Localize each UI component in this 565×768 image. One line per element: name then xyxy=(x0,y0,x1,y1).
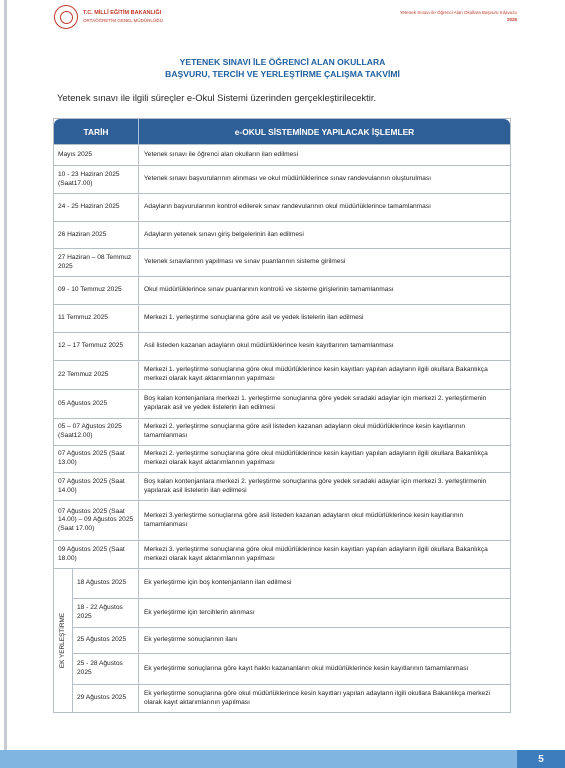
action-cell: Adayların başvurularının kontrol edilerek sınav randevularının okul müdürlüklerince tamamlanması xyxy=(144,203,431,211)
date-cell: 05 Ağustos 2025 xyxy=(54,390,139,418)
header-action: e-OKUL SİSTEMİNDE YAPILACAK İŞLEMLER xyxy=(234,126,415,137)
date-cell: 27 Haziran – 08 Temmuz 2025 xyxy=(54,249,139,276)
ministry-logo xyxy=(54,5,163,29)
page-title xyxy=(0,56,565,80)
table-row xyxy=(73,684,510,712)
header-doc-title xyxy=(400,9,517,23)
action-cell: Boş kalan kontenjanlara merkezi 1. yerleştirme sonuçlarına göre yedek sıradaki adaylar için merkezi 2. yerleştirmenin yapılarak asil ve yedek listelerin ilan edilmesi xyxy=(144,395,487,411)
logo-line-1: T.C. MİLLÎ EĞİTİM BAKANLIĞI xyxy=(83,10,162,16)
logo-line-2: ORTAÖĞRETİM GENEL MÜDÜRLÜĞÜ xyxy=(83,18,163,23)
date-cell: 18 - 22 Ağustos 2025 xyxy=(73,599,139,627)
page-header xyxy=(40,5,525,33)
date-cell: 07 Ağustos 2025 (Saat 13.00) xyxy=(54,446,139,472)
page-number: 5 xyxy=(517,750,565,768)
table-row xyxy=(54,304,510,332)
table-row xyxy=(54,472,510,500)
date-cell: 25 - 28 Ağustos 2025 xyxy=(73,654,139,684)
ek-yerlestirme-label-cell xyxy=(54,569,73,712)
schedule-table xyxy=(53,118,511,713)
table-row xyxy=(73,653,510,684)
table-row xyxy=(54,332,510,360)
action-cell: Asil listeden kazanan adayların okul müdürlüklerince kesin kayıtlarının tamamlanması xyxy=(144,342,394,350)
table-row xyxy=(54,248,510,276)
table-row xyxy=(73,627,510,653)
action-cell: Ek yerleştirme sonuçlarının ilanı xyxy=(144,636,238,644)
date-cell: 24 - 25 Haziran 2025 xyxy=(54,194,139,221)
table-row xyxy=(54,165,510,193)
ek-yerlestirme-label: EK YERLEŞTİRME xyxy=(59,612,67,669)
action-cell: Ek yerleştirme sonuçlarına göre kayıt hakkı kazananların okul müdürlüklerince kesin kayıtlarının tamamlanması xyxy=(144,664,469,672)
action-cell: Ek yerleştirme için boş kontenjanların ilan edilmesi xyxy=(144,579,292,587)
date-cell: Mayıs 2025 xyxy=(54,145,139,165)
table-row xyxy=(73,569,510,598)
ek-yerlestirme-group xyxy=(54,568,510,712)
page-edge xyxy=(4,0,7,750)
table-row xyxy=(54,445,510,472)
table-row xyxy=(54,389,510,418)
title-line-1: YETENEK SINAVI İLE ÖĞRENCİ ALAN OKULLARA xyxy=(179,57,386,67)
date-cell: 25 Ağustos 2025 xyxy=(73,628,139,653)
action-cell: Ek yerleştirme için tercihlerin alınması xyxy=(144,608,255,616)
table-row xyxy=(54,360,510,389)
title-line-2: BAŞVURU, TERCİH VE YERLEŞTİRME ÇALIŞMA TAKVİMİ xyxy=(165,69,400,79)
action-cell: Merkezi 2. yerleştirme sonuçlarına göre okul müdürlüklerince kesin kayıtları yapılan adayların ilgili okullara Bakanlıkça merkezi olarak kayıt aktarımlarının yapılması xyxy=(144,450,488,466)
date-cell: 05 – 07 Ağustos 2025 (Saat12.00) xyxy=(54,419,139,445)
header-date: TARİH xyxy=(54,119,139,144)
seal-icon xyxy=(54,5,78,29)
table-row xyxy=(54,193,510,221)
date-cell: 09 Ağustos 2025 (Saat 18.00) xyxy=(54,541,139,568)
date-cell: 07 Ağustos 2025 (Saat 14.00) xyxy=(54,473,139,500)
date-cell: 22 Temmuz 2025 xyxy=(54,361,139,389)
date-cell: 18 Ağustos 2025 xyxy=(73,569,139,598)
ek-rows xyxy=(73,569,510,712)
action-cell: Adayların yetenek sınavı giriş belgelerinin ilan edilmesi xyxy=(144,230,304,238)
action-cell: Yetenek sınavı başvurularının alınması ve okul müdürlüklerince sınav randevularının oluşturulması xyxy=(144,175,432,183)
table-header xyxy=(54,119,510,144)
header-right-line-1: Yetenek Sınavı ile Öğrenci Alan Okullara Başvuru Kılavuzu xyxy=(399,10,517,15)
action-cell: Yetenek sınavlarının yapılması ve sınav puanlarının sisteme girilmesi xyxy=(144,258,346,266)
action-cell: Merkezi 3. yerleştirme sonuçlarına göre okul müdürlüklerince kesin kayıtları yapılan adayların ilgili okullara Bakanlıkça merkezi olarak kayıt aktarımlarının yapılması xyxy=(144,545,488,562)
table-row xyxy=(54,500,510,540)
action-cell: Merkezi 1. yerleştirme sonuçlarına göre asil ve yedek listelerin ilan edilmesi xyxy=(144,314,364,322)
table-body xyxy=(54,144,510,568)
date-cell: 29 Ağustos 2025 xyxy=(73,685,139,712)
table-row xyxy=(54,144,510,165)
table-row xyxy=(73,598,510,627)
action-cell: Merkezi 1. yerleştirme sonuçlarına göre okul müdürlüklerince kesin kayıtları yapılan adayların ilgili okullara Bakanlıkça merkezi olarak kayıt aktarımlarının yapılması xyxy=(144,366,488,382)
intro-text: Yetenek sınavı ile ilgili süreçler e-Okul Sistemi üzerinden gerçekleştirilecektir. xyxy=(57,92,377,103)
date-cell: 09 - 10 Temmuz 2025 xyxy=(54,277,139,304)
action-cell: Boş kalan kontenjanlara merkezi 2. yerleştirme sonuçlarına göre yedek sıradaki adaylar için merkezi 3. yerleştirmenin yapılarak asil listelerin ilan edilmesi xyxy=(144,477,487,494)
date-cell: 26 Haziran 2025 xyxy=(54,222,139,248)
date-cell: 10 - 23 Haziran 2025 (Saat17.00) xyxy=(54,166,139,193)
action-cell: Okul müdürlüklerince sınav puanlarının kontrolü ve sisteme girişlerinin tamamlanması xyxy=(144,286,394,294)
date-cell: 12 – 17 Temmuz 2025 xyxy=(54,333,139,360)
header-right-line-2: 2025 xyxy=(506,17,517,22)
action-cell: Merkezi 2. yerleştirme sonuçlarına göre asil listeden kazanan adayların okul müdürlüklerince kesin kayıtlarının tamamlanması xyxy=(144,423,466,439)
table-row xyxy=(54,540,510,568)
page-footer xyxy=(0,750,565,768)
date-cell: 11 Temmuz 2025 xyxy=(54,305,139,332)
date-cell: 07 Ağustos 2025 (Saat 14.00) – 09 Ağustos 2025 (Saat 17.00) xyxy=(54,501,139,540)
action-cell: Yetenek sınavı ile öğrenci alan okulların ilan edilmesi xyxy=(144,150,299,158)
table-row xyxy=(54,418,510,445)
action-cell: Ek yerleştirme sonuçlarına göre okul müdürlüklerince kesin kayıtları yapılan adayların ilgili okullara Bakanlıkça merkezi olarak kayıt aktarımlarının yapılması xyxy=(144,689,490,706)
table-row xyxy=(54,276,510,304)
table-row xyxy=(54,221,510,248)
action-cell: Merkezi 3.yerleştirme sonuçlarına göre asil listeden kazanan adayların okul müdürlüklerince kesin kayıtlarının tamamlanması xyxy=(144,511,464,528)
